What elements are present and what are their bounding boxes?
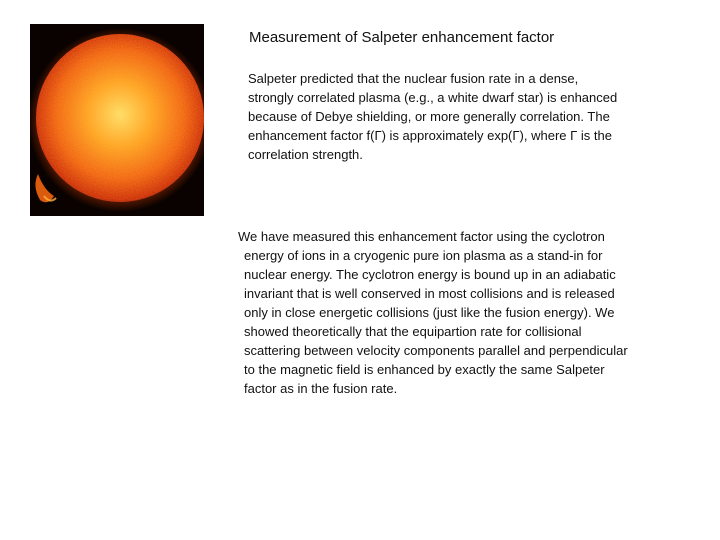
- paragraph-line: to the magnetic field is enhanced by exactly the same Salpeter: [244, 362, 605, 377]
- paragraph-measurement: [238, 227, 698, 398]
- paragraph-line: We have measured this enhancement factor using the cyclotron: [238, 229, 605, 244]
- sun-photo-icon: [30, 24, 204, 216]
- sun-image: [30, 24, 204, 216]
- paragraph-line: scattering between velocity components parallel and perpendicular: [244, 343, 628, 358]
- paragraph-line: Salpeter predicted that the nuclear fusion rate in a dense,: [248, 71, 579, 86]
- paragraph-line: factor as in the fusion rate.: [244, 381, 398, 396]
- paragraph-line: strongly correlated plasma (e.g., a white dwarf star) is enhanced: [248, 90, 618, 105]
- paragraph-line: nuclear energy. The cyclotron energy is bound up in an adiabatic: [244, 267, 616, 282]
- slide-title: Measurement of Salpeter enhancement factor: [249, 29, 555, 46]
- paragraph-salpeter-prediction: [248, 69, 688, 164]
- paragraph-line: showed theoretically that the equipartion rate for collisional: [244, 324, 582, 339]
- paragraph-line: enhancement factor f(Γ) is approximately exp(Γ), where Γ is the: [248, 128, 612, 143]
- paragraph-line: correlation strength.: [248, 147, 363, 162]
- paragraph-line: only in close energetic collisions (just like the fusion energy). We: [244, 305, 615, 320]
- paragraph-line: because of Debye shielding, or more generally correlation. The: [248, 109, 610, 124]
- paragraph-line: energy of ions in a cryogenic pure ion plasma as a stand-in for: [244, 248, 603, 263]
- paragraph-line: invariant that is well conserved in most collisions and is released: [244, 286, 615, 301]
